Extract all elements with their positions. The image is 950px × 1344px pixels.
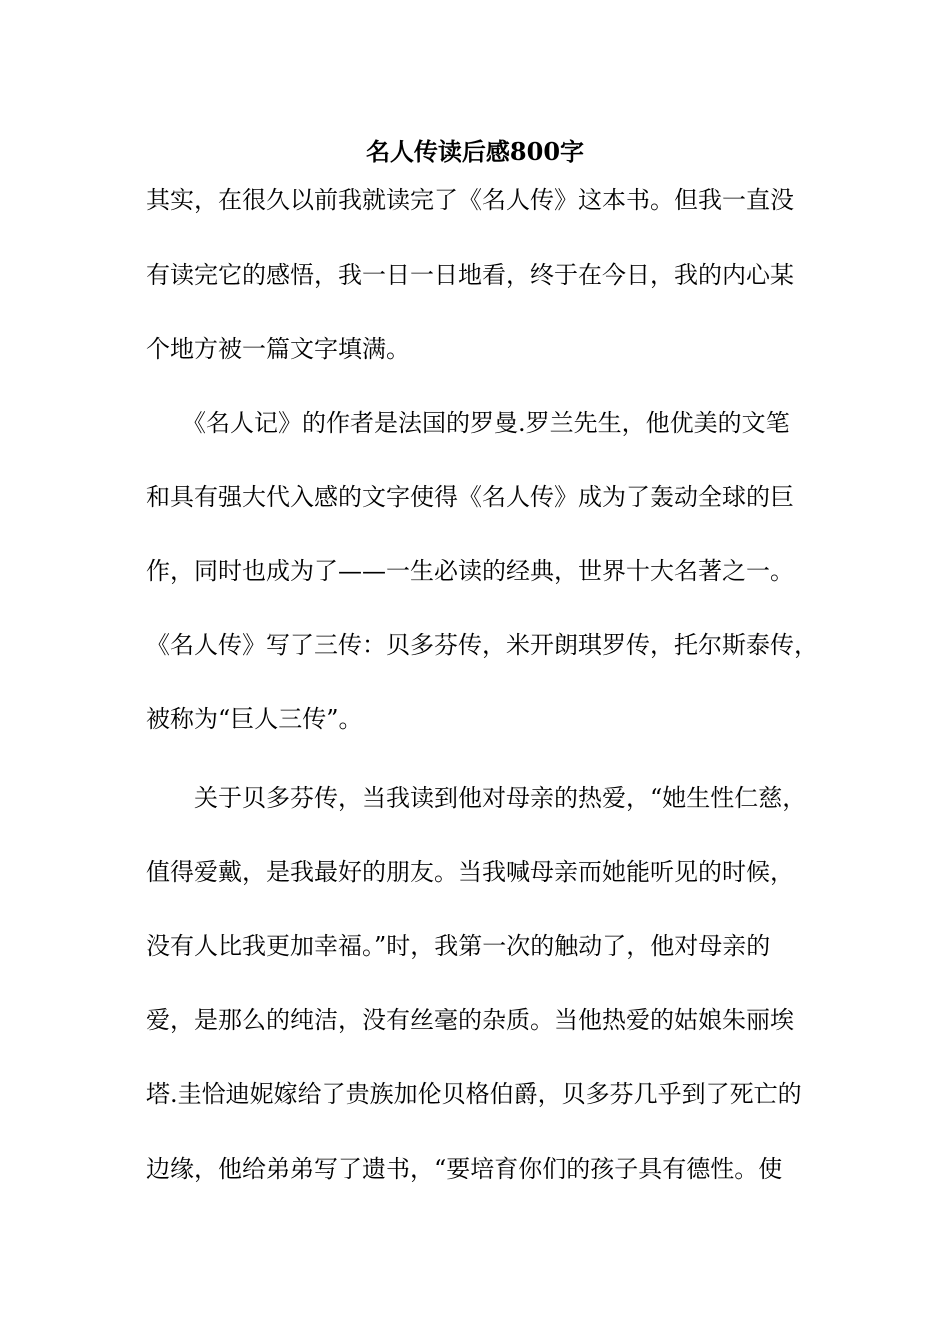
paragraph-line: 《名人传》写了三传：贝多芬传，米开朗琪罗传，托尔斯泰传，: [146, 631, 818, 659]
paragraph-line: 边缘，他给弟弟写了遗书，“要培育你们的孩子具有德性。使: [146, 1155, 783, 1183]
paragraph-line: 爱，是那么的纯洁，没有丝毫的杂质。当他热爱的姑娘朱丽埃: [146, 1006, 794, 1034]
paragraph-line: 《名人记》的作者是法国的罗曼.罗兰先生，他优美的文笔: [146, 409, 790, 437]
paragraph-line: 没有人比我更加幸福。”时，我第一次的触动了，他对母亲的: [146, 932, 771, 960]
paragraph-line: 被称为“巨人三传”。: [146, 705, 363, 733]
paragraph-line: 有读完它的感悟，我一日一日地看，终于在今日，我的内心某: [146, 261, 794, 289]
document-title: 名人传读后感800字: [365, 137, 585, 166]
paragraph-line: 作，同时也成为了——一生必读的经典，世界十大名著之一。: [146, 557, 794, 585]
paragraph-line: 和具有强大代入感的文字使得《名人传》成为了轰动全球的巨: [146, 483, 794, 511]
paragraph-line: 其实，在很久以前我就读完了《名人传》这本书。但我一直没: [146, 186, 794, 214]
paragraph-line: 关于贝多芬传，当我读到他对母亲的热爱，“她生性仁慈，: [146, 784, 807, 812]
paragraph-line: 塔.圭恰迪妮嫁给了贵族加伦贝格伯爵，贝多芬几乎到了死亡的: [146, 1080, 802, 1108]
paragraph-line: 值得爱戴，是我最好的朋友。当我喊母亲而她能听见的时候，: [146, 858, 794, 886]
paragraph-line: 个地方被一篇文字填满。: [146, 335, 410, 363]
